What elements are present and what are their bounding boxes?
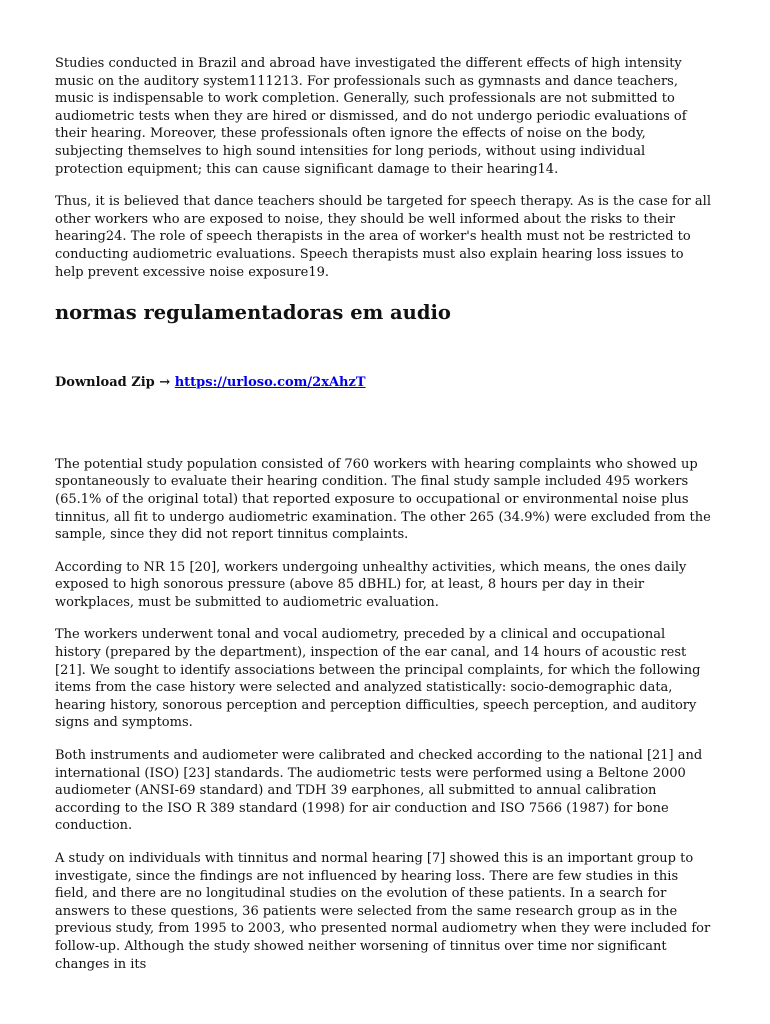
paragraph-dance-teachers: Thus, it is believed that dance teachers should be targeted for speech therapy. As is the case for all other workers who are exposed to noise, they should be well informed about the risks to their hearing24. The role of speech therapists in the area of worker's health must not be restricted to conducting audiometric evaluations. Speech therapists must also explain hearing loss issues to help prevent excessive noise exposure19. xyxy=(55,194,711,280)
article-body xyxy=(55,55,715,973)
section-heading: normas regulamentadoras em audio xyxy=(55,301,451,325)
paragraph-brazil-studies: Studies conducted in Brazil and abroad have investigated the different effects of high intensity music on the auditory system111213. For professionals such as gymnasts and dance teachers, music is indispensable to work completion. Generally, such professionals are not submitted to audiometric tests when they are hired or dismissed, and do not undergo periodic evaluations of their hearing. Moreover, these professionals often ignore the effects of noise on the body, subjecting themselves to high sound intensities for long periods, without using individual protection equipment; this can cause significant damage to their hearing14. xyxy=(55,56,687,177)
paragraph-nr15: According to NR 15 [20], workers undergoing unhealthy activities, which means, the ones daily exposed to high sonorous pressure (above 85 dBHL) for, at least, 8 hours per day in their workplaces, must be submitted to audiometric evaluation. xyxy=(55,559,687,610)
download-label: Download Zip → xyxy=(55,375,175,391)
paragraph-study-population: The potential study population consisted of 760 workers with hearing complaints who showed up spontaneously to evaluate their hearing condition. The final study sample included 495 workers (65.1% of the original total) that reported exposure to occupational or environmental noise plus tinnitus, all fit to undergo audiometric examination. The other 265 (34.9%) were excluded from the sample, since they did not report tinnitus complaints. xyxy=(55,456,711,543)
paragraph-calibration: Both instruments and audiometer were calibrated and checked according to the national [21] and international (ISO) [23] standards. The audiometric tests were performed using a Beltone 2000 audiometer (ANSI-69 standard) and TDH 39 earphones, all submitted to annual calibration according to the ISO R 389 standard (1998) for air conduction and ISO 7566 (1987) for bone conduction. xyxy=(55,748,703,834)
paragraph-tinnitus-study: A study on individuals with tinnitus and normal hearing [7] showed this is an important group to investigate, since the findings are not influenced by hearing loss. There are few studies in this field, and there are no longitudinal studies on the evolution of these patients. In a search for answers to these questions, 36 patients were selected from the same research group as in the previous study, from 1995 to 2003, who presented normal audiometry when they were included for follow-up. Although the study showed neither worsening of tinnitus over time nor significant changes in its xyxy=(55,851,711,972)
download-line xyxy=(55,374,715,392)
download-link[interactable]: https://urloso.com/2xAhzT xyxy=(174,375,366,391)
paragraph-audiometry: The workers underwent tonal and vocal audiometry, preceded by a clinical and occupational history (prepared by the department), inspection of the ear canal, and 14 hours of acoustic rest [21]. We sought to identify associations between the principal complaints, for which the following items from the case history were selected and analyzed statistically: socio-demographic data, hearing history, sonorous perception and perception difficulties, speech perception, and auditory signs and symptoms. xyxy=(55,627,701,731)
